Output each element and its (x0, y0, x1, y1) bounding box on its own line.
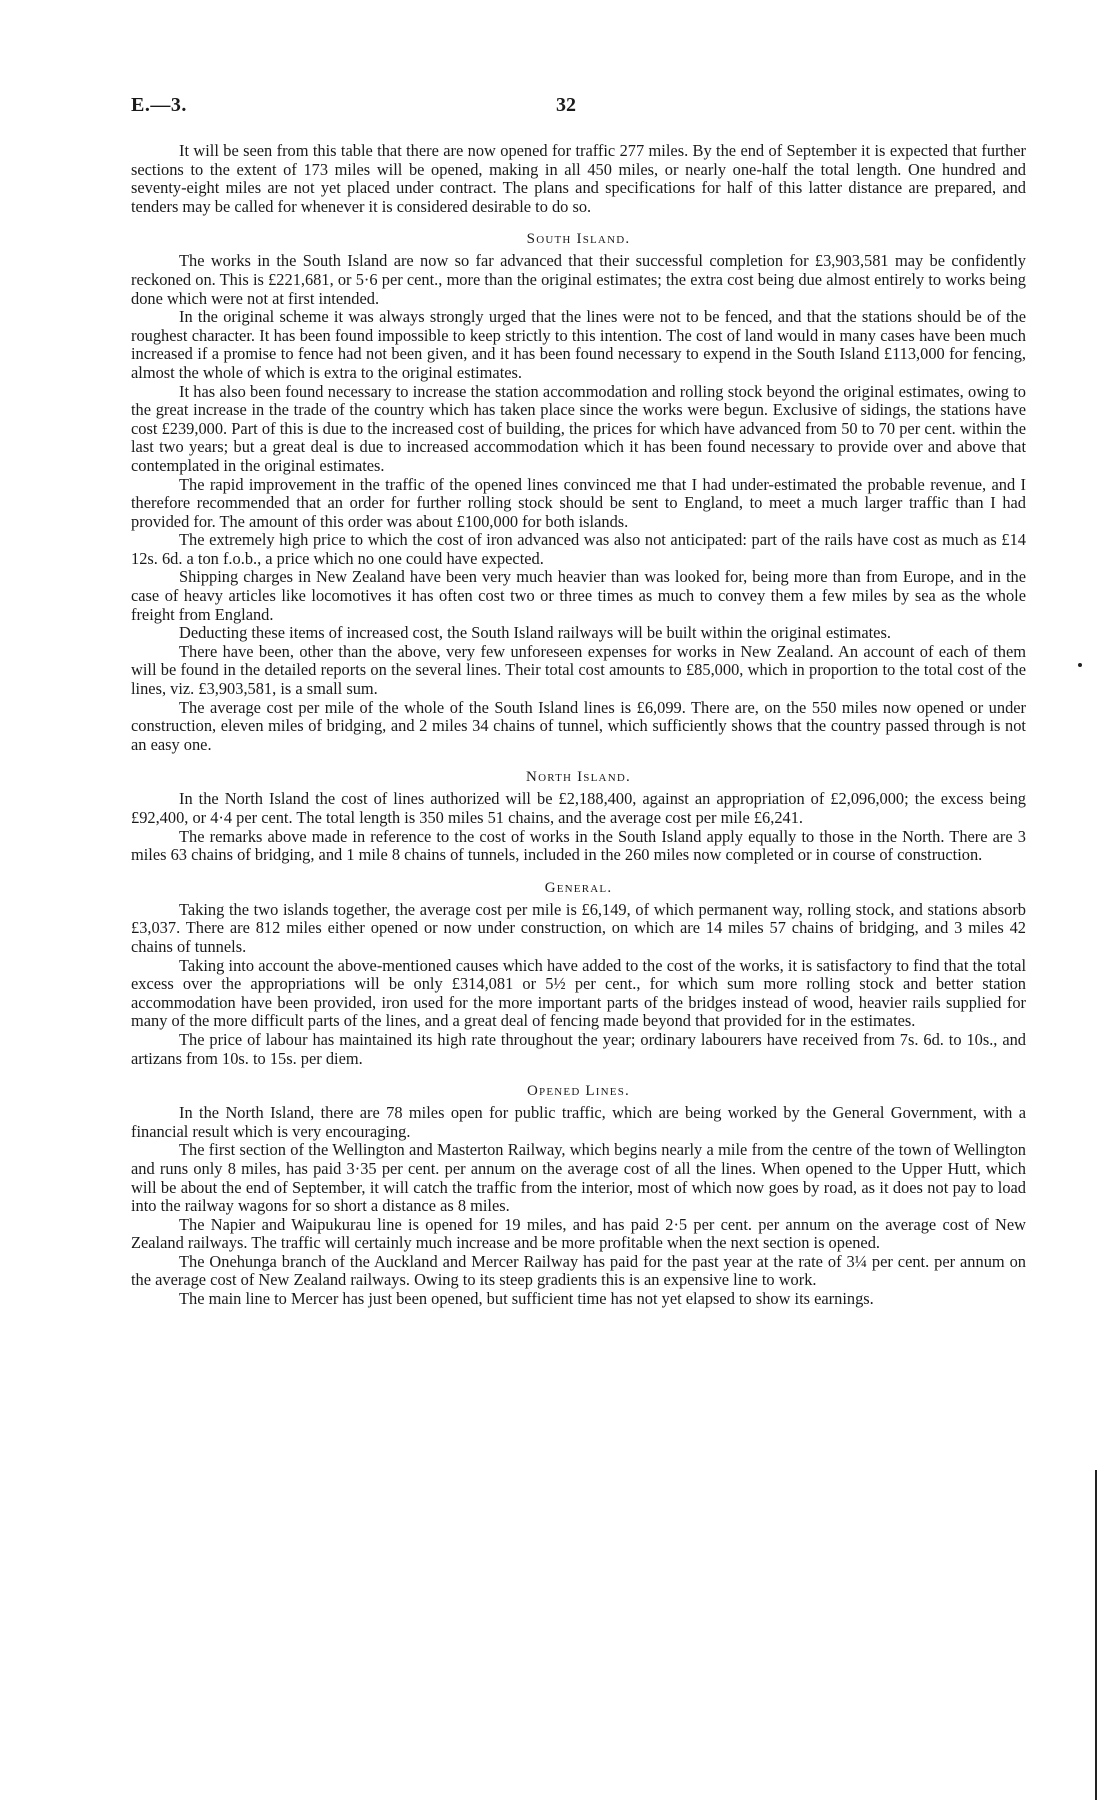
paragraph: In the North Island, there are 78 miles open for public traffic, which are being worked by the General Government, with a financial result which is very encouraging. (131, 1103, 1026, 1141)
paragraph: Shipping charges in New Zealand have been very much heavier than was looked for, being more than from Europe, and in the case of heavy articles like locomotives it has often cost two or three times as much to convey them a few miles by sea as the whole freight from England. (131, 567, 1026, 624)
paragraph: The average cost per mile of the whole of the South Island lines is £6,099. There are, on the 550 miles now opened or under construction, eleven miles of bridging, and 2 miles 34 chains of tunnel, which sufficiently shows that the country passed through is not an easy one. (131, 697, 1026, 754)
section-heading-north-island: North Island. (526, 769, 631, 786)
paragraph: The Napier and Waipukurau line is opened for 19 miles, and has paid 2·5 per cent. per annum on the average cost of New Zealand railways. The traffic will certainly much increase and be more profitable when the next section is opened. (131, 1214, 1026, 1253)
paragraph: The remarks above made in reference to the cost of works in the South Island apply equally to those in the North. There are 3 miles 63 chains of bridging, and 1 mile 8 chains of tunnels, included in the 260 miles now completed or in course of construction. (131, 826, 1026, 865)
paragraph: The price of labour has maintained its high rate throughout the year; ordinary labourers have received from 7s. 6d. to 10s., and artizans from 10s. to 15s. per diem. (131, 1029, 1026, 1068)
paragraph: The works in the South Island are now so far advanced that their successful completion for £3,903,581 may be confidently reckoned on. This is £221,681, or 5·6 per cent., more than the original estimates; the extra cost being due almost entirely to works being done which were not at first intended. (131, 251, 1026, 308)
scan-speck (1078, 663, 1082, 667)
section-opened-lines (131, 1082, 1026, 1309)
paragraph: There have been, other than the above, very few unforeseen expenses for works in New Zealand. An account of each of them will be found in the detailed reports on the several lines. Their total cost amounts to £85,000, which in proportion to the total cost of the lines, viz. £3,903,581, is a small sum. (131, 641, 1026, 699)
section-heading-general: General. (544, 879, 613, 896)
section-heading-opened-lines: Opened Lines. (527, 1083, 630, 1100)
paragraph: Taking the two islands together, the average cost per mile is £6,149, of which permanent way, rolling stock, and stations absorb £3,037. There are 812 miles either opened or now under construction, on which are 14 miles 57 chains of bridging, and 3 miles 42 chains of tunnels. (131, 899, 1026, 956)
paragraph: In the North Island the cost of lines authorized will be £2,188,400, against an appropriation of £2,096,000; the excess being £92,400, or 4·4 per cent. The total length is 350 miles 51 chains, and the average cost per mile £6,241. (131, 789, 1026, 827)
section-intro (131, 142, 1026, 216)
paragraph: The Onehunga branch of the Auckland and Mercer Railway has paid for the past year at the rate of 3¼ per cent. per annum on the average cost of New Zealand railways. Owing to its steep gradients this is an expensive line to work. (131, 1251, 1026, 1290)
section-heading-south-island: South Island. (526, 231, 631, 248)
section-general (131, 879, 1026, 1068)
document-reference: E.—3. (131, 94, 187, 116)
paragraph: It has also been found necessary to increase the station accommodation and rolling stock beyond the original estimates, owing to the great increase in the trade of the country which has taken place since the works were begun. Exclusive of sidings, the stations have cost £239,000. Part of this is due to the increased cost of building, the prices for which have advanced from 50 to 70 per cent. within the last two years; but a great deal is due to increased accommodation which it has been found necessary to provide over and above that contemplated in the original estimates. (131, 381, 1026, 475)
document-body (131, 142, 1026, 1309)
paragraph: The extremely high price to which the cost of iron advanced was also not anticipated: part of the rails have cost as much as £14 12s. 6d. a ton f.o.b., a price which no one could have expected. (131, 530, 1026, 568)
page-number: 32 (556, 94, 576, 116)
scan-edge-mark (1095, 1470, 1097, 1800)
paragraph: It will be seen from this table that there are now opened for traffic 277 miles. By the end of September it is expected that further sections to the extent of 173 miles will be opened, making in all 450 miles, or nearly one-half the total length. One hundred and seventy-eight miles are not yet placed under contract. The plans and specifications for half of this latter distance are prepared, and tenders may be called for whenever it is considered desirable to do so. (131, 141, 1026, 216)
paragraph: In the original scheme it was always strongly urged that the lines were not to be fenced, and that the stations should be of the roughest character. It has been found impossible to keep strictly to this intention. The cost of land would in many cases have been much increased if a promise to fence had not been given, and it has been found necessary to expend in the South Island £113,000 for fencing, almost the whole of which is extra to the original estimates. (131, 307, 1026, 382)
section-north-island (131, 768, 1026, 864)
paragraph: The first section of the Wellington and Masterton Railway, which begins nearly a mile from the centre of the town of Wellington and runs only 8 miles, has paid 3·35 per cent. per annum on the average cost of all the lines. When opened to the Upper Hutt, which will be about the end of September, it will catch the traffic from the interior, most of which now goes by road, as it does not pay to load into the railway wagons for so short a distance as 8 miles. (131, 1140, 1026, 1216)
section-south-island (131, 230, 1026, 754)
paragraph: Taking into account the above-mentioned causes which have added to the cost of the works, it is satisfactory to find that the total excess over the appropriations will be only £314,081 or 5½ per cent., for which sum more rolling stock and better station accommodation have been provided, iron used for the more important parts of the bridges instead of wood, heavier rails supplied for many of the more difficult parts of the lines, and a great deal of fencing made beyond that provided for in the estimates. (131, 955, 1026, 1031)
paragraph: The rapid improvement in the traffic of the opened lines convinced me that I had under-estimated the probable revenue, and I therefore recommended that an order for further rolling stock should be sent to England, to meet a much larger traffic than I had provided for. The amount of this order was about £100,000 for both islands. (131, 474, 1026, 531)
paragraph: The main line to Mercer has just been opened, but sufficient time has not yet elapsed to show its earnings. (179, 1289, 874, 1309)
paragraph: Deducting these items of increased cost, the South Island railways will be built within the original estimates. (179, 623, 891, 643)
